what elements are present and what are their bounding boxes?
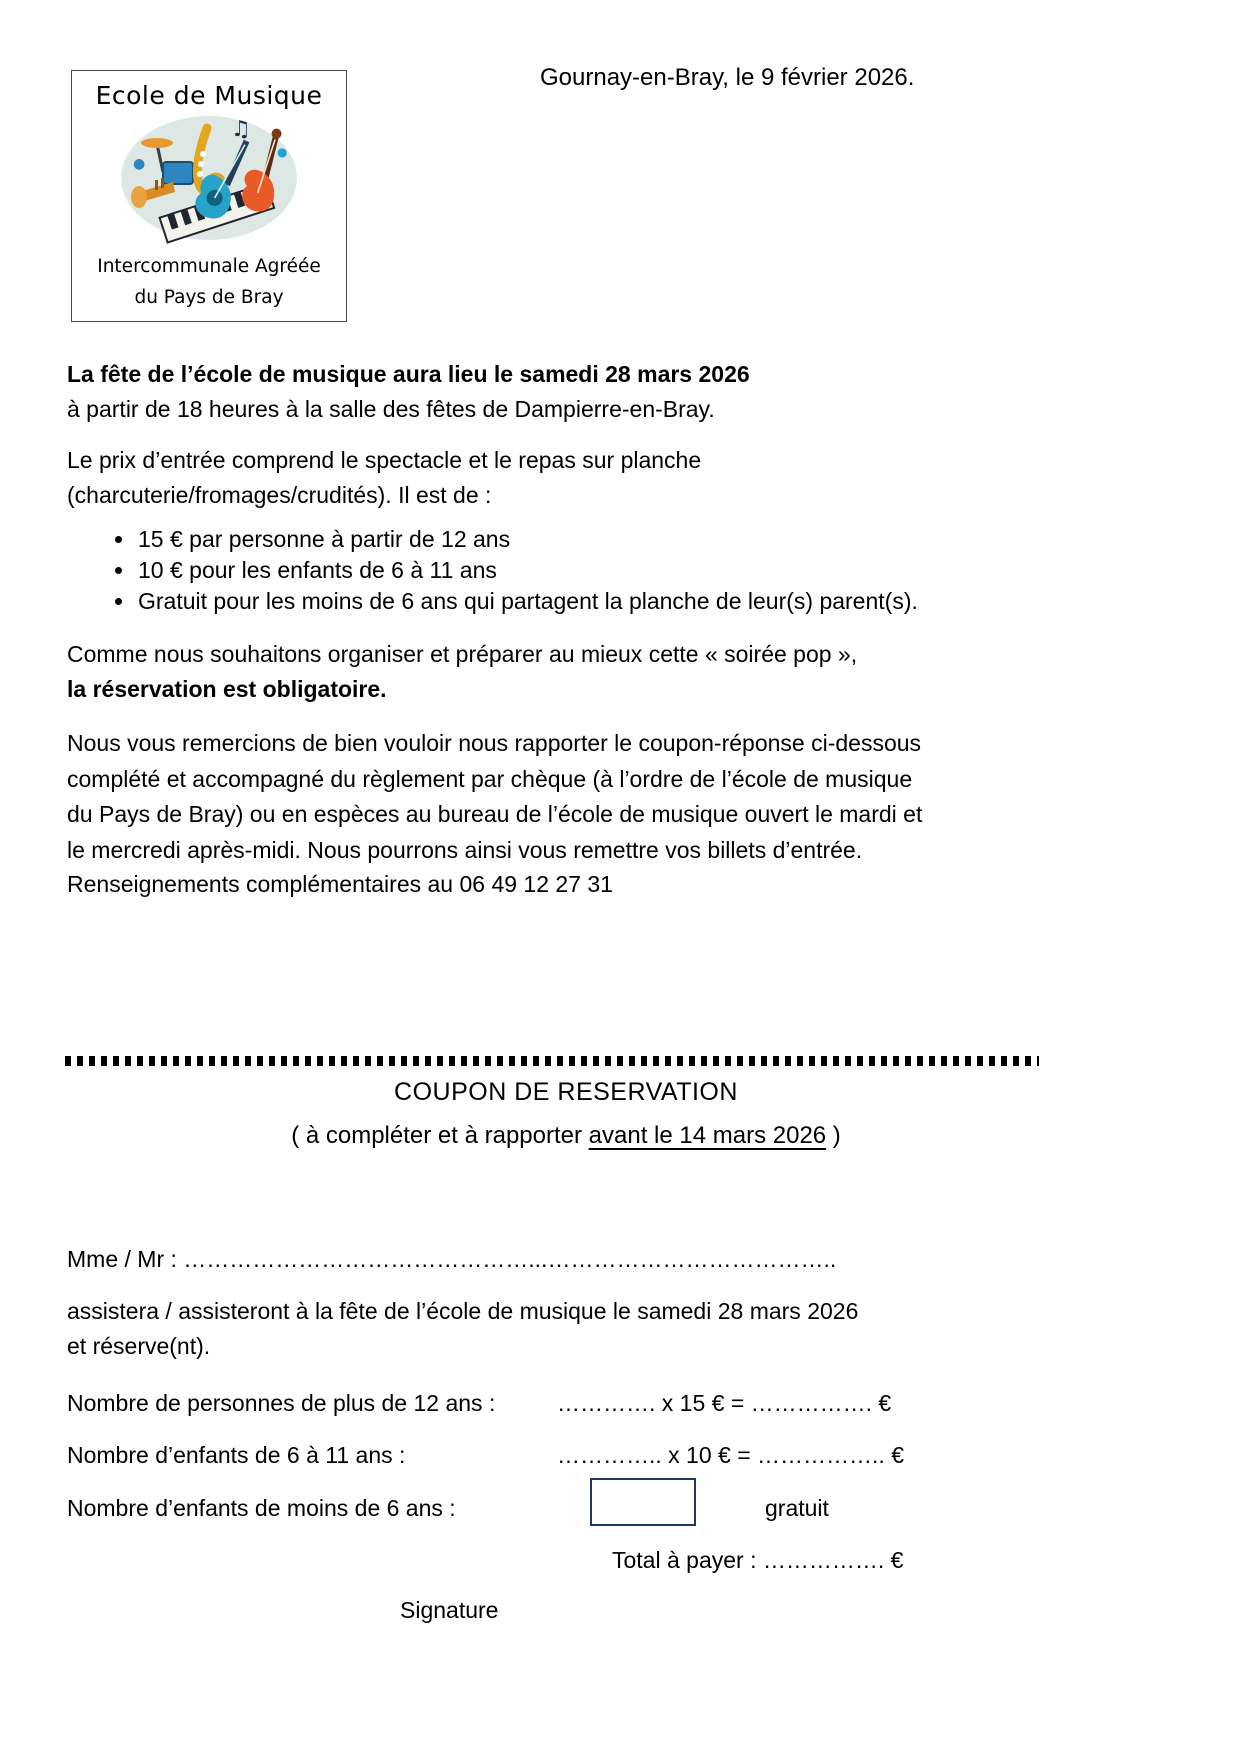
music-instruments-illustration bbox=[111, 110, 307, 251]
signature-label: Signature bbox=[400, 1597, 499, 1623]
under6-count-box bbox=[590, 1478, 696, 1526]
coupon-subtitle-prefix: ( à compléter et à rapporter bbox=[291, 1122, 589, 1149]
coupon-subtitle-suffix: ) bbox=[826, 1122, 841, 1149]
attendance-line-2: et réserve(nt). bbox=[67, 1333, 211, 1359]
under6-gratuit-label: gratuit bbox=[765, 1495, 829, 1521]
logo-subtitle-1: Intercommunale Agréée bbox=[97, 256, 321, 277]
price-intro-line-2: (charcuterie/fromages/crudités). Il est de : bbox=[67, 482, 492, 508]
school-logo bbox=[71, 70, 347, 322]
price-list bbox=[100, 524, 918, 617]
cut-dotted-line bbox=[65, 1056, 1039, 1066]
instructions-paragraph: Nous vous remercions de bien vouloir nous rapporter le coupon-réponse ci-dessous complété et accompagné du règlement par chèque (à l’ordre de l’école de musique du Pays de Bray) ou en espèces au bureau de l’école de musique ouvert le mardi et le mercredi après-midi. Nous pourrons ainsi vous remettre vos billets d’entrée. bbox=[67, 730, 923, 863]
adults-row bbox=[67, 1390, 891, 1418]
adults-label: Nombre de personnes de plus de 12 ans : bbox=[67, 1390, 496, 1416]
coupon-subtitle bbox=[0, 1122, 1132, 1150]
under6-label: Nombre d’enfants de moins de 6 ans : bbox=[67, 1495, 456, 1521]
price-list-item: • 15 € par personne à partir de 12 ans bbox=[136, 524, 918, 555]
svg-text:♫: ♫ bbox=[231, 117, 251, 142]
reservation-required-line: la réservation est obligatoire. bbox=[67, 676, 387, 702]
coupon-title: COUPON DE RESERVATION bbox=[394, 1078, 738, 1106]
soiree-line: Comme nous souhaitons organiser et préparer au mieux cette « soirée pop », bbox=[67, 641, 858, 667]
children-label: Nombre d’enfants de 6 à 11 ans : bbox=[67, 1442, 406, 1468]
logo-title: Ecole de Musique bbox=[95, 81, 323, 110]
coupon-deadline: avant le 14 mars 2026 bbox=[588, 1122, 827, 1149]
attendance-line-1: assistera / assisteront à la fête de l’école de musique le samedi 28 mars 2026 bbox=[67, 1298, 859, 1324]
price-list-item: • 10 € pour les enfants de 6 à 11 ans bbox=[136, 555, 918, 586]
adults-fill: …………. x 15 € = ……………. € bbox=[557, 1390, 892, 1416]
event-heading-detail: à partir de 18 heures à la salle des fêtes de Dampierre-en-Bray. bbox=[67, 396, 715, 422]
children-fill: ………….. x 10 € = …………….. € bbox=[557, 1442, 904, 1468]
letter-date: Gournay-en-Bray, le 9 février 2026. bbox=[540, 64, 915, 91]
logo-subtitle-2: du Pays de Bray bbox=[134, 287, 284, 309]
children-row bbox=[67, 1442, 904, 1470]
svg-text:●: ● bbox=[277, 145, 288, 159]
name-fill-line: Mme / Mr : ………………………………………...……………………………….. bbox=[67, 1246, 837, 1272]
svg-text:●: ● bbox=[133, 156, 146, 172]
event-heading: La fête de l’école de musique aura lieu le samedi 28 mars 2026 bbox=[67, 361, 750, 387]
contact-line: Renseignements complémentaires au 06 49 12 27 31 bbox=[67, 871, 613, 897]
price-intro-line-1: Le prix d’entrée comprend le spectacle et le repas sur planche bbox=[67, 447, 702, 473]
total-line: Total à payer : ……………. € bbox=[612, 1547, 904, 1573]
price-list-item: • Gratuit pour les moins de 6 ans qui partagent la planche de leur(s) parent(s). bbox=[136, 586, 918, 617]
